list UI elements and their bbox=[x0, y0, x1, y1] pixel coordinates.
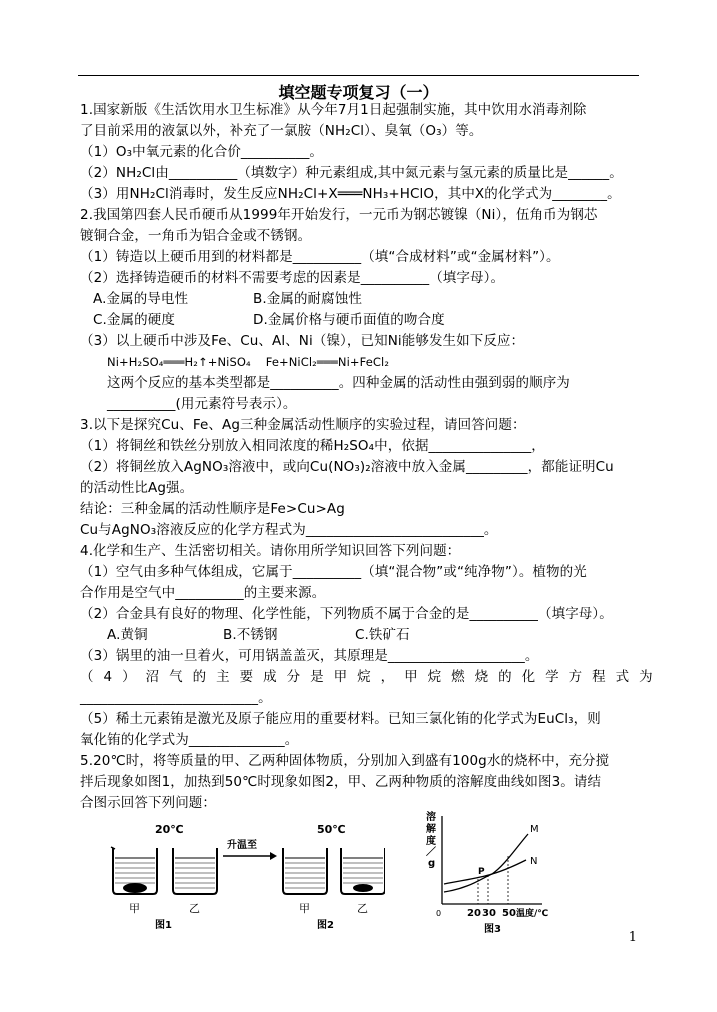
label-jia-2: 甲 bbox=[299, 902, 310, 915]
q2-stem-line2: 镀铜合金，一角币为铝合金或不锈钢。 bbox=[80, 228, 312, 244]
x-tick-50: 50 bbox=[502, 908, 516, 919]
page-title: 填空题专项复习（一） bbox=[278, 83, 439, 102]
q5-stem-line1: 5.20℃时，将等质量的甲、乙两种固体物质，分别加入到盛有100g水的烧杯中，充分搅 bbox=[80, 753, 610, 769]
temp-20-label: 20℃ bbox=[155, 823, 184, 836]
q4-sub1-line1: （1）空气由多种气体组成，它属于__________（填“混合物”或“纯净物”）。植物的光 bbox=[80, 564, 587, 580]
label-yi-1: 乙 bbox=[189, 902, 200, 915]
q2-sub3-answer: __________(用元素符号表示）。 bbox=[107, 396, 297, 412]
curve-m-label: M bbox=[530, 824, 539, 835]
beaker-jia-fig1 bbox=[111, 847, 157, 894]
q2-stem-line1: 2.我国第四套人民币硬币从1999年开始发行，一元币为钢芯镀镍（Ni），伍角币为钢芯 bbox=[80, 207, 598, 223]
y-label-5: g bbox=[428, 858, 436, 869]
q2-sub3-question: 这两个反应的基本类型都是__________。四种金属的活动性由强到弱的顺序为 bbox=[107, 375, 570, 391]
q4-sub4-line1: （4）沼气的主要成分是甲烷，甲烷燃烧的化学方程式为 bbox=[80, 669, 663, 685]
q4-sub4-line2: __________________________。 bbox=[80, 690, 272, 706]
q4-stem: 4.化学和生产、生活密切相关。请你用所学知识回答下列问题： bbox=[80, 543, 461, 559]
x-tick-20: 20 bbox=[467, 908, 481, 919]
origin-label: 0 bbox=[436, 909, 442, 918]
top-rule bbox=[78, 75, 639, 76]
q4-option-a: A.黄铜 bbox=[107, 627, 148, 643]
x-axis-label: 温度/℃ bbox=[516, 909, 549, 919]
q1-sub1: （1）O₃中氧元素的化合价__________。 bbox=[80, 144, 324, 160]
arrow-label: 升温至 bbox=[227, 840, 257, 851]
q2-reactions: Ni+H₂SO₄═══H₂↑+NiSO₄ Fe+NiCl₂═══Ni+FeCl₂ bbox=[107, 355, 390, 369]
undissolved-solid bbox=[123, 883, 147, 893]
beaker-jia-fig2 bbox=[283, 848, 327, 894]
q5-stem-line3: 合图示回答下列问题： bbox=[80, 795, 216, 811]
q2-option-b: B.金属的耐腐蚀性 bbox=[253, 291, 362, 307]
heating-arrow bbox=[223, 838, 277, 860]
q1-sub2: （2）NH₂Cl由__________（填数字）种元素组成,其中氮元素与氢元素的质量比是______。 bbox=[80, 165, 623, 181]
q4-sub5-line1: （5）稀土元素铕是激光及原子能应用的重要材料。已知三氯化铕的化学式为EuCl₃，则 bbox=[80, 711, 601, 727]
fig3-caption: 图3 bbox=[484, 924, 501, 935]
q4-sub3: （3）锅里的油一旦着火，可用锅盖盖灭，其原理是____________________。 bbox=[80, 648, 539, 664]
y-label-4: ／ bbox=[426, 847, 436, 858]
beaker-yi-fig1 bbox=[173, 848, 217, 894]
beaker-figures bbox=[105, 820, 385, 930]
q3-sub2-line1: （2）将铜丝放入AgNO₃溶液中，或向Cu(NO₃)₂溶液中放入金属_________，都能证明Cu bbox=[80, 459, 614, 475]
solubility-graph bbox=[420, 808, 570, 938]
beaker-yi-fig2 bbox=[341, 848, 385, 894]
page-number: 1 bbox=[628, 930, 637, 945]
undissolved-solid-2 bbox=[353, 884, 373, 892]
q1-stem-line2: 了目前采用的液氯以外，补充了一氯胺（NH₂Cl）、臭氧（O₃）等。 bbox=[80, 123, 483, 139]
x-tick-30: 30 bbox=[482, 908, 496, 919]
q4-option-b: B.不锈钢 bbox=[223, 627, 278, 643]
fig2-caption: 图2 bbox=[317, 920, 334, 930]
curve-n bbox=[444, 860, 526, 884]
q2-sub3: （3）以上硬币中涉及Fe、Cu、Al、Ni（镍），已知Ni能够发生如下反应： bbox=[80, 333, 525, 349]
q4-sub2: （2）合金具有良好的物理、化学性能，下列物质不属于合金的是__________（填字母）。 bbox=[80, 606, 613, 622]
q3-equation: Cu与AgNO₃溶液反应的化学方程式为__________________________。 bbox=[80, 522, 498, 538]
q4-option-c: C.铁矿石 bbox=[355, 627, 410, 643]
label-yi-2: 乙 bbox=[357, 902, 368, 915]
y-label-2: 解 bbox=[426, 824, 436, 835]
fig1-caption: 图1 bbox=[155, 920, 172, 930]
y-label-1: 溶 bbox=[426, 812, 436, 823]
q2-option-d: D.金属价格与硬币面值的吻合度 bbox=[253, 312, 445, 328]
q3-stem: 3.以下是探究Cu、Fe、Ag三种金属活动性顺序的实验过程，请回答问题： bbox=[80, 417, 526, 433]
point-p-label: P bbox=[478, 867, 485, 877]
q4-sub1-line2: 合作用是空气中__________的主要来源。 bbox=[80, 585, 326, 601]
q4-sub5-line2: 氧化铕的化学式为______________。 bbox=[80, 732, 299, 748]
q1-stem-line1: 1.国家新版《生活饮用水卫生标准》从今年7月1日起强制实施，其中饮用水消毒剂除 bbox=[80, 102, 587, 118]
q3-sub2-line2: 的活动性比Ag强。 bbox=[80, 480, 194, 496]
label-jia-1: 甲 bbox=[129, 902, 140, 915]
temp-50-label: 50℃ bbox=[317, 823, 346, 836]
q3-sub1: （1）将铜丝和铁丝分别放入相同浓度的稀H₂SO₄中，依据_______________， bbox=[80, 438, 545, 454]
curve-m bbox=[444, 834, 528, 892]
q2-option-a: A.金属的导电性 bbox=[93, 291, 189, 307]
curve-n-label: N bbox=[530, 856, 538, 867]
y-label-3: 度 bbox=[426, 836, 436, 847]
q2-sub1: （1）铸造以上硬币用到的材料都是__________（填“合成材料”或“金属材料”）。 bbox=[80, 249, 560, 265]
q5-stem-line2: 拌后现象如图1，加热到50℃时现象如图2，甲、乙两种物质的溶解度曲线如图3。请结 bbox=[80, 774, 602, 790]
q2-sub2: （2）选择铸造硬币的材料不需要考虑的因素是__________（填字母）。 bbox=[80, 270, 505, 286]
q2-option-c: C.金属的硬度 bbox=[93, 312, 175, 328]
q1-sub3: （3）用NH₂Cl消毒时，发生反应NH₂Cl+X═══NH₃+HClO，其中X的化学式为________。 bbox=[80, 186, 621, 202]
q3-conclusion: 结论：三种金属的活动性顺序是Fe>Cu>Ag bbox=[80, 501, 345, 517]
